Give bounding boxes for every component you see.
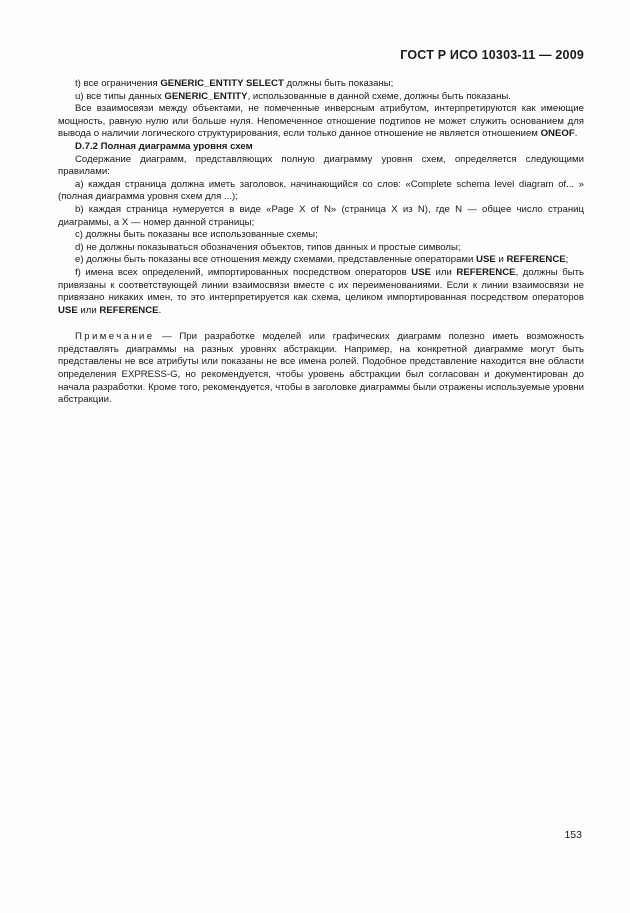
rule-e: е) должны быть показаны все отношения между схемами, представленные операторами USE и REFERENCE; <box>75 254 569 266</box>
rule-b: b) каждая страница нумеруется в виде «Page X of N» (страница X из N), где N — общее число страниц диаграммы, а X — номер данной страницы; <box>58 203 584 228</box>
document-body <box>58 78 584 407</box>
section-intro: Содержание диаграмм, представляющих полную диаграмму уровня схем, определяется следующими правилами: <box>58 153 584 178</box>
rule-d: d) не должны показываться обозначения объектов, типов данных и простые символы; <box>75 241 461 253</box>
rule-c: c) должны быть показаны все использованные схемы; <box>75 229 318 241</box>
section-heading: D.7.2 Полная диаграмма уровня схем <box>75 140 253 152</box>
item-u: u) все типы данных GENERIC_ENTITY, использованные в данной схеме, должны быть показаны. <box>75 90 511 102</box>
rule-a: а) каждая страница должна иметь заголовок, начинающийся со слов: «Complete schema level diagram of... » (полная диаграмма уровня схем для ...); <box>58 178 584 203</box>
relations-paragraph: Все взаимосвязи между объектами, не помеченные инверсным атрибутом, интерпретируются как имеющие мощность, равную нулю или больше нуля. Непомеченное отношение подтипов не может служить основанием для вывода о наличии логического структурирования, если только данное отношение не является отношением ONEOF. <box>58 103 584 140</box>
note-label: Примечание <box>75 331 155 343</box>
note-text: — При разработке моделей или графических диаграмм полезно иметь возможность представлять диаграммы на разных уровнях абстракции. Например, на конкретной диаграмме могут быть представлены не все атрибуты или показаны не все имена ролей. Подобное представление находится вне области определения EXPRESS-G, но рекомендуется, чтобы уровень абстракции был согласован и документирован до начала разработки. Кроме того, рекомендуется, чтобы в заголовке диаграммы были отражены используемые уровни абстракции. <box>58 331 584 406</box>
document-header: ГОСТ Р ИСО 10303-11 — 2009 <box>400 48 584 62</box>
page-number: 153 <box>564 829 582 841</box>
note-paragraph <box>58 331 584 407</box>
rule-f: f) имена всех определений, импортированных посредством операторов USE или REFERENCE, должны быть привязаны к соответствующей линии взаимосвязи вместе с их переименованиями. Если к линии взаимосвязи не привязано никаких имен, то это интерпретируется как схема, целиком импортированная посредством операторов USE или REFERENCE. <box>58 266 584 316</box>
item-t: t) все ограничения GENERIC_ENTITY SELECT должны быть показаны; <box>75 78 394 89</box>
